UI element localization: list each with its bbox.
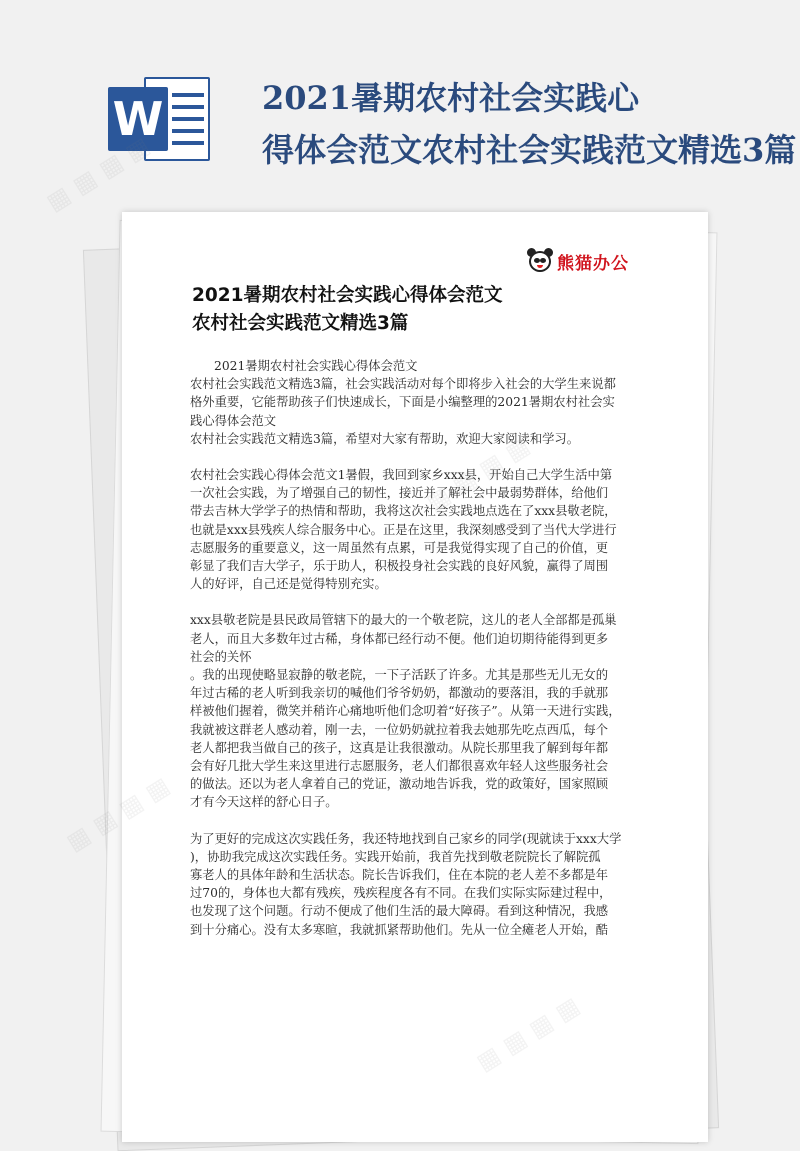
text-line: 才有今天这样的舒心日子。 [190, 795, 338, 810]
word-letter: W [108, 87, 168, 151]
document-title-line: 2021暑期农村社会实践心得体会范文 [192, 285, 503, 306]
text-line: 践心得体会范文 [190, 413, 277, 428]
text-line: 一次社会实践，为了增强自己的韧性，接近并了解社会中最弱势群体，给他们 [190, 486, 609, 501]
page-header [0, 0, 800, 200]
text-line: 彰显了我们吉大学子，乐于助人，积极投身社会实践的良好风貌，赢得了周围 [190, 559, 609, 574]
text-line: 到十分痛心。没有太多寒暄，我就抓紧帮助他们。先从一位全瘫老人开始，酷 [190, 922, 609, 937]
logo-text: 熊猫办公 [557, 253, 629, 274]
document-title [192, 282, 672, 338]
text-line: 为了更好的完成这次实践任务，我还特地找到自己家乡的同学(现就读于xxx大学 [190, 831, 622, 846]
header-title [262, 72, 797, 176]
text-line: 的做法。还以为老人拿着自己的党证，激动地告诉我，党的政策好，国家照顾 [190, 777, 609, 792]
watermark-decoration: ▦ [61, 820, 96, 857]
text-line: 人的好评，自己还是觉得特别充实。 [190, 577, 387, 592]
text-line: 带去吉林大学学子的热情和帮助，我将这次社会实践地点选在了xxx县敬老院， [190, 504, 617, 519]
text-line: 农村社会实践心得体会范文1暑假，我回到家乡xxx县，开始自己大学生活中第 [190, 468, 613, 483]
text-line: 也发现了这个问题。行动不便成了他们生活的最大障碍。看到这种情况，我感 [190, 904, 609, 919]
text-line: 社会的关怀 [190, 649, 252, 664]
text-line: 格外重要，它能帮助孩子们快速成长，下面是小编整理的2021暑期农村社会实 [190, 395, 615, 410]
document-body [190, 357, 638, 957]
text-line: )，协助我完成这次实践任务。实践开始前，我首先找到敬老院院长了解院孤 [190, 849, 601, 864]
word-icon [108, 75, 214, 163]
text-line: 2021暑期农村社会实践心得体会范文 [214, 359, 418, 373]
document-page [122, 212, 708, 1142]
text-line: 农村社会实践范文精选3篇，希望对大家有帮助，欢迎大家阅读和学习。 [190, 431, 580, 446]
text-line: 农村社会实践范文精选3篇，社会实践活动对每个即将步入社会的大学生来说都 [190, 377, 616, 392]
text-line: 我就被这群老人感动着，刚一去，一位奶奶就拉着我去她那先吃点西瓜，每个 [190, 722, 609, 737]
text-line: xxx县敬老院是县民政局管辖下的最大的一个敬老院，这儿的老人全部都是孤巢 [190, 613, 617, 628]
text-line: 寡老人的具体年龄和生活状态。院长告诉我们，住在本院的老人差不多都是年 [190, 868, 609, 883]
paragraph [190, 830, 638, 939]
text-line: 老人都把我当做自己的孩子，这真是让我很激动。从院长那里我了解到每年都 [190, 740, 609, 755]
paragraph [190, 611, 638, 811]
text-line: 也就是xxx县残疾人综合服务中心。正是在这里，我深刻感受到了当代大学进行 [190, 522, 617, 537]
text-line: 样被他们握着，微笑并稍许心痛地听他们念叨着“好孩子”。从第一天进行实践， [190, 704, 621, 719]
panda-office-logo [527, 246, 629, 276]
header-title-line: 得体会范文农村社会实践范文精选3篇 [262, 131, 797, 169]
paragraph [190, 357, 638, 448]
watermark-decoration: ▦ ▦ ▦ ▦ [41, 131, 155, 217]
text-line: 过70的，身体也大都有残疾，残疾程度各有不同。在我们实际实际建过程中， [190, 886, 612, 901]
text-line: 志愿服务的重要意义，这一周虽然有点累，可是我觉得实现了自己的价值，更 [190, 540, 609, 555]
text-line: 年过古稀的老人听到我亲切的喊他们爷爷奶奶，都激动的要落泪，我的手就那 [190, 686, 609, 701]
panda-icon [527, 248, 553, 274]
text-line: 老人，而且大多数年过古稀，身体都已经行动不便。他们迫切期待能得到更多 [190, 631, 609, 646]
text-line: 。我的出现使略显寂静的敬老院，一下子活跃了许多。尤其是那些无儿无女的 [190, 668, 609, 683]
text-line: 会有好几批大学生来这里进行志愿服务，老人们都很喜欢年轻人这些服务社会 [190, 759, 609, 774]
paragraph [190, 466, 638, 593]
document-title-line: 农村社会实践范文精选3篇 [192, 313, 409, 334]
header-title-line: 2021暑期农村社会实践心 [262, 79, 640, 117]
